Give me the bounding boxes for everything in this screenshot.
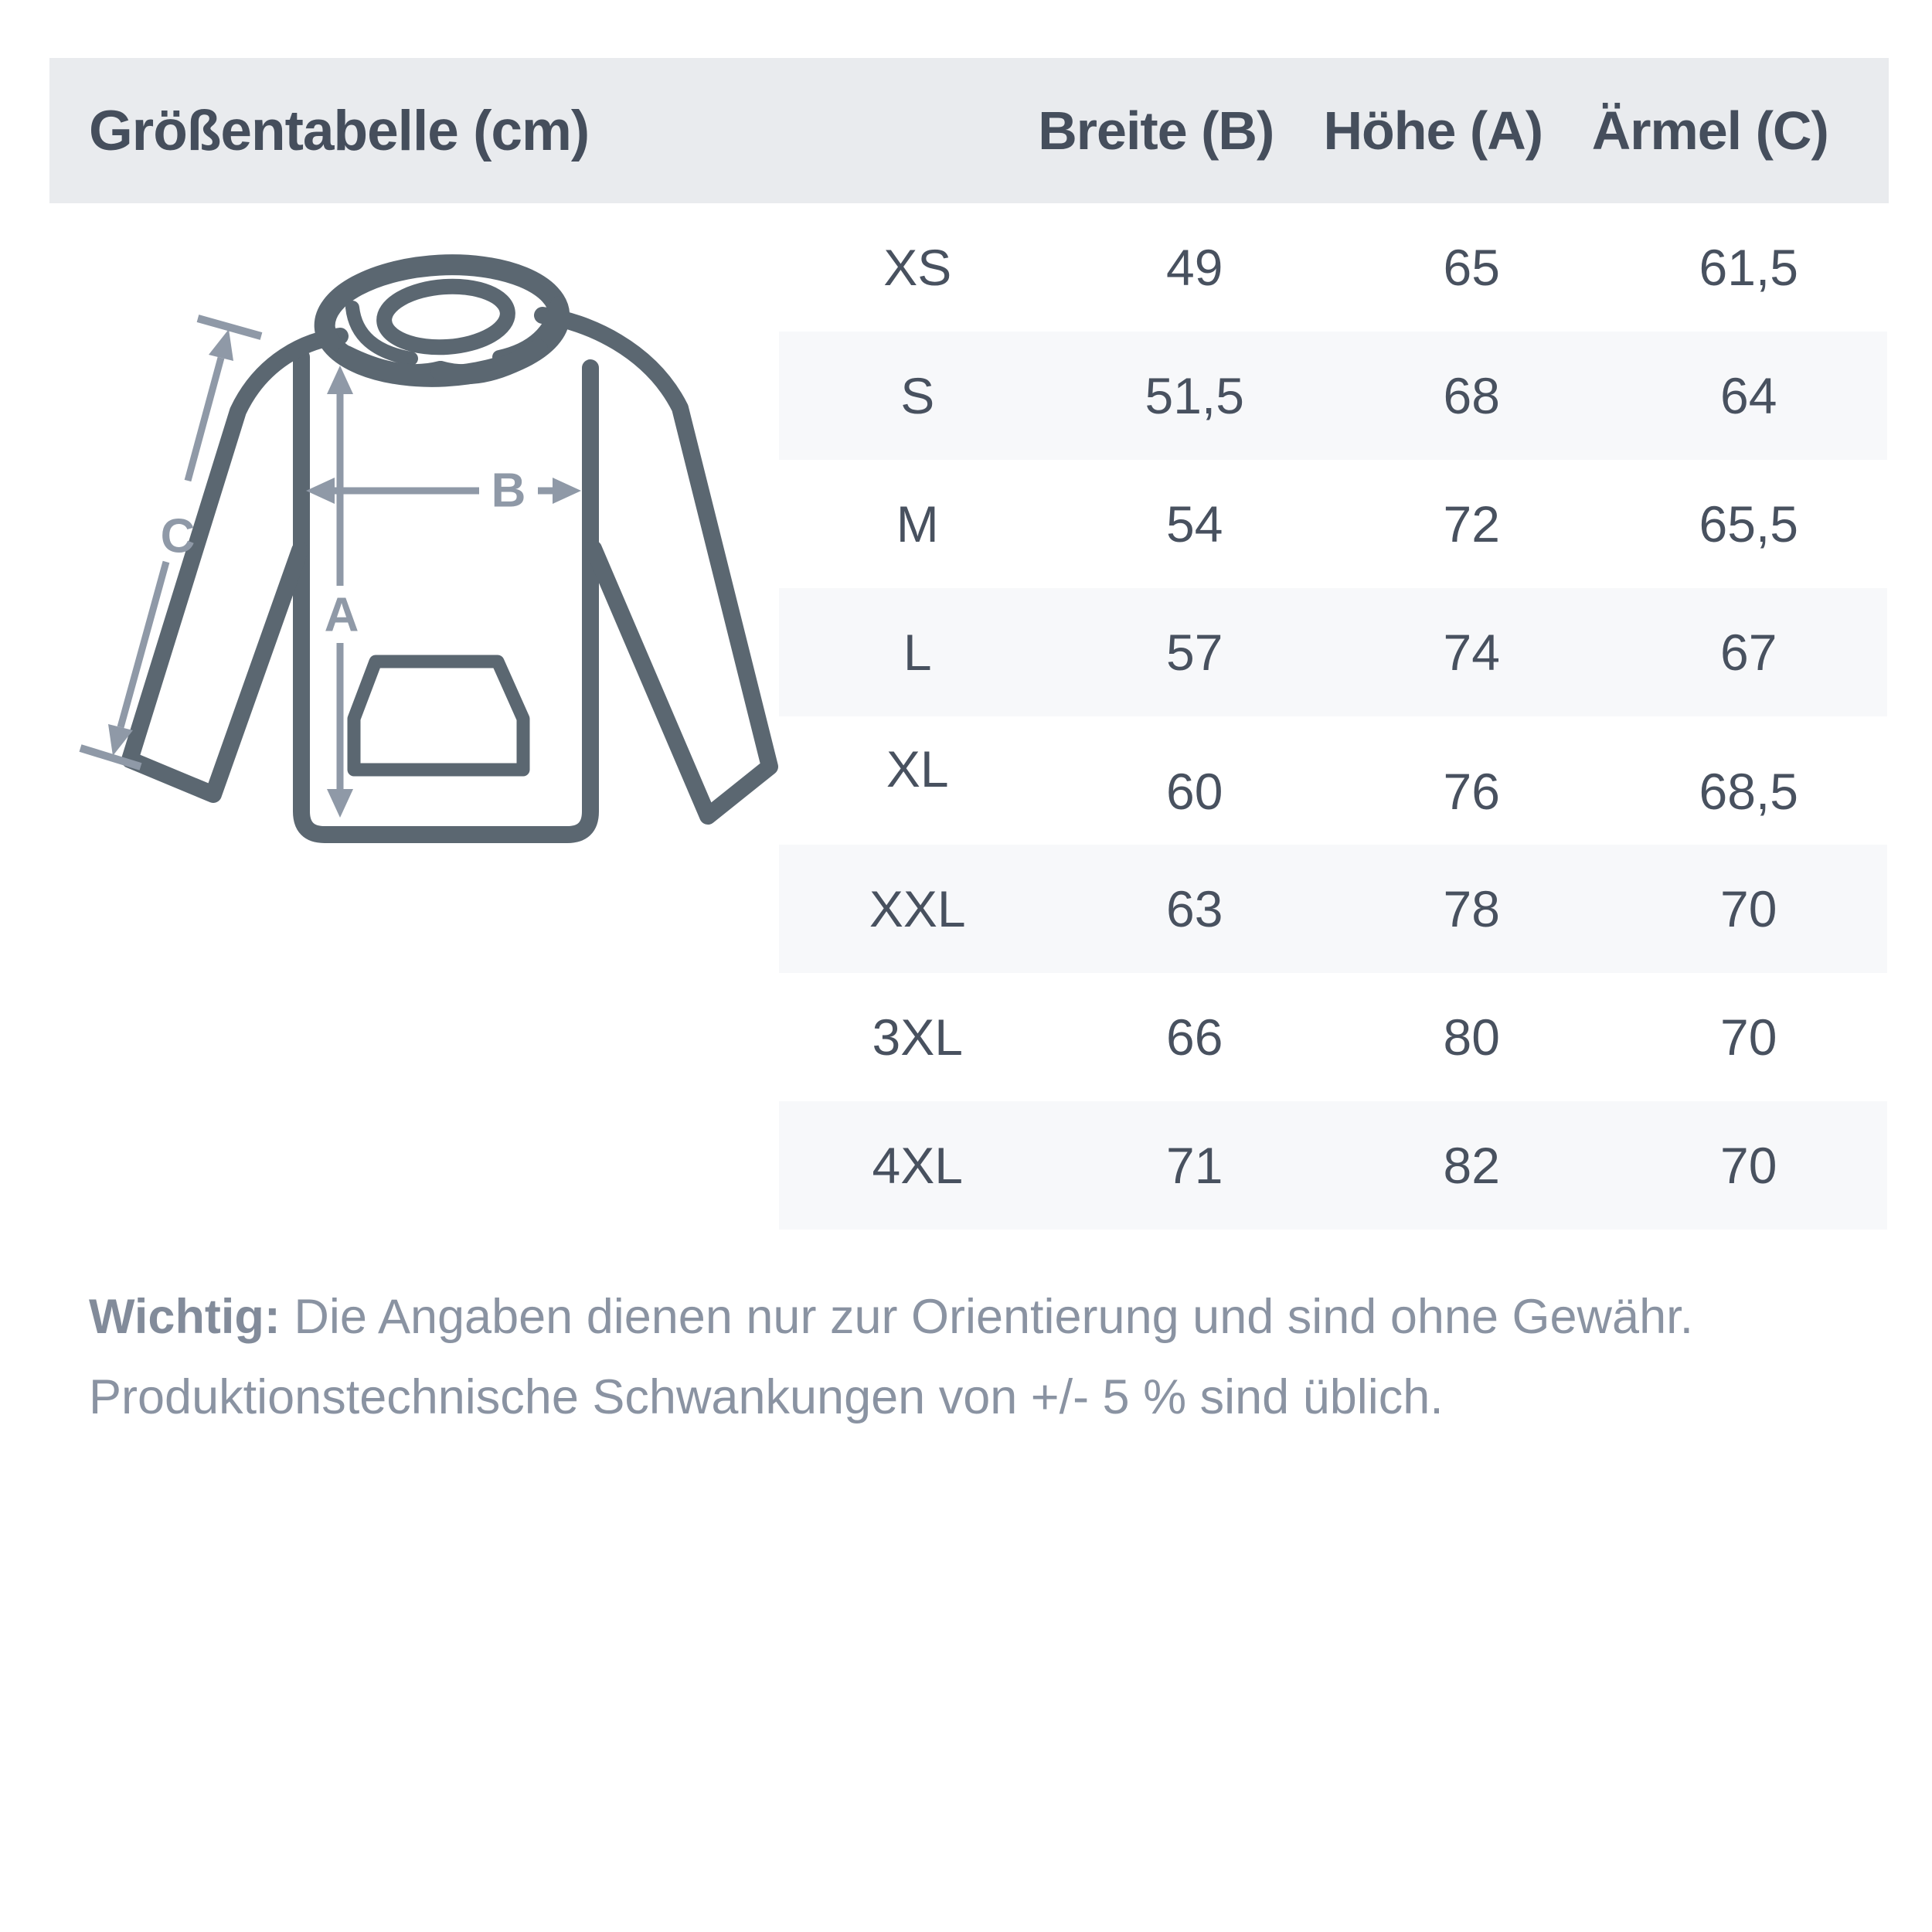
breite-cell: 49 — [1166, 239, 1223, 296]
measurement-label-a: A — [324, 588, 359, 642]
column-header-spacer — [740, 58, 1018, 203]
aermel-cell: 70 — [1720, 1137, 1777, 1194]
aermel-cell: 64 — [1720, 367, 1777, 424]
table-row — [779, 1101, 1887, 1230]
table-row — [779, 588, 1887, 716]
column-header-aermel: Ärmel (C) — [1591, 100, 1828, 161]
hoehe-cell: 65 — [1443, 239, 1500, 296]
hoehe-cell: 74 — [1443, 624, 1500, 681]
size-cell: S — [900, 367, 935, 424]
note-line1: Die Angaben dienen nur zur Orientierung und sind ohne Gewähr. — [280, 1290, 1694, 1344]
hoehe-cell: 72 — [1443, 495, 1500, 553]
breite-cell: 54 — [1166, 495, 1223, 553]
breite-cell: 51,5 — [1145, 367, 1244, 424]
breite-cell: 60 — [1166, 763, 1223, 820]
hoodie-right-sleeve — [543, 315, 770, 816]
breite-cell: 63 — [1166, 880, 1223, 937]
hoehe-cell: 80 — [1443, 1009, 1500, 1066]
size-cell: L — [903, 624, 932, 681]
aermel-cell: 67 — [1720, 624, 1777, 681]
aermel-cell: 70 — [1720, 1009, 1777, 1066]
aermel-cell: 68,5 — [1699, 763, 1798, 820]
hoodie-pocket — [354, 662, 523, 770]
size-cell: M — [896, 495, 939, 553]
column-header-hoehe: Höhe (A) — [1323, 100, 1543, 161]
breite-cell: 57 — [1166, 624, 1223, 681]
aermel-cell: 70 — [1720, 880, 1777, 937]
column-headers — [740, 58, 1849, 203]
table-row — [779, 845, 1887, 973]
hoodie-measurement-illustration — [62, 216, 796, 873]
measurement-label-b: B — [491, 464, 526, 518]
hoodie-diagram — [62, 216, 796, 873]
hood-inner-ring — [382, 283, 509, 352]
table-row — [779, 973, 1887, 1101]
note-line2: Produktionstechnische Schwankungen von +/- 5 % sind üblich. — [89, 1370, 1444, 1424]
size-cell: XXL — [869, 880, 966, 937]
size-cell: 4XL — [872, 1137, 963, 1194]
aermel-cell: 65,5 — [1699, 495, 1798, 553]
disclaimer-note — [89, 1277, 1889, 1437]
aermel-cell: 61,5 — [1699, 239, 1798, 296]
breite-cell: 71 — [1166, 1137, 1223, 1194]
breite-cell: 66 — [1166, 1009, 1223, 1066]
table-row — [779, 332, 1887, 460]
size-cell: 3XL — [872, 1009, 963, 1066]
table-row — [779, 203, 1887, 332]
note-bold-word: Wichtig: — [89, 1290, 281, 1344]
size-table — [779, 203, 1887, 1230]
hoehe-cell: 68 — [1443, 367, 1500, 424]
hoehe-cell: 78 — [1443, 880, 1500, 937]
hoehe-cell: 76 — [1443, 763, 1500, 820]
size-cell: XL — [886, 740, 949, 798]
size-cell: XS — [883, 239, 952, 296]
table-row — [779, 460, 1887, 588]
column-header-breite: Breite (B) — [1038, 100, 1274, 161]
measurement-label-c: C — [160, 509, 196, 563]
hoehe-cell: 82 — [1443, 1137, 1500, 1194]
header-bar — [49, 58, 1889, 203]
table-row — [779, 716, 1887, 845]
measure-tick-c-top — [198, 318, 261, 336]
page-title: Größentabelle (cm) — [89, 99, 590, 162]
